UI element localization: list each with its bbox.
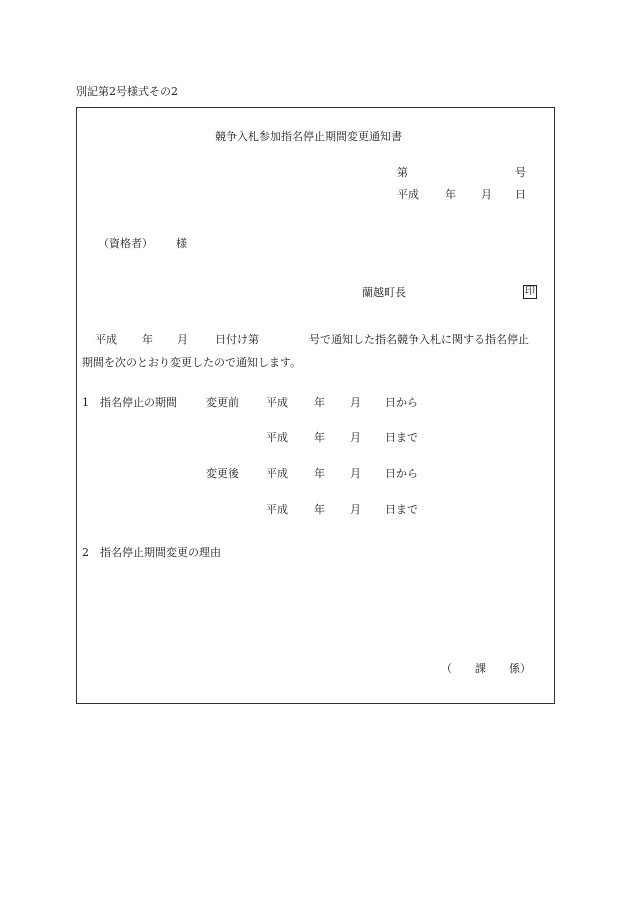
section1-number: 1 (82, 396, 89, 409)
issuer-name: 蘭越町長 (362, 286, 406, 299)
date-year: 年 (445, 188, 456, 201)
period-day: 日まで (385, 431, 418, 444)
period-era: 平成 (266, 431, 288, 444)
footer-open-paren: （ (441, 662, 452, 675)
period-era: 平成 (266, 396, 288, 409)
date-day: 日 (515, 188, 526, 201)
footer-ka: 課 (475, 662, 486, 675)
section1-label: 指名停止の期間 (100, 396, 177, 409)
body-line1-rest: 号で通知した指名競争入札に関する指名停止 (309, 333, 529, 346)
body-day-ref: 日付け第 (215, 333, 259, 346)
date-era: 平成 (397, 188, 419, 201)
period-day: 日まで (385, 503, 418, 516)
number-suffix: 号 (515, 166, 526, 179)
body-month: 月 (177, 333, 188, 346)
period-year: 年 (314, 503, 325, 516)
period-year: 年 (314, 431, 325, 444)
section1-after: 変更後 (206, 467, 239, 480)
section2-number: 2 (82, 546, 89, 559)
addressee-honorific: 様 (176, 237, 187, 250)
period-month: 月 (350, 431, 361, 444)
footer-kakari: 係） (509, 662, 531, 675)
section2-label: 指名停止期間変更の理由 (100, 546, 221, 559)
body-era: 平成 (95, 333, 117, 346)
period-day: 日から (385, 467, 418, 480)
period-year: 年 (314, 467, 325, 480)
period-year: 年 (314, 396, 325, 409)
body-line2: 期間を次のとおり変更したので通知します。 (82, 356, 302, 369)
document-title: 競争入札参加指名停止期間変更通知書 (215, 130, 402, 143)
period-day: 日から (385, 396, 418, 409)
period-month: 月 (350, 467, 361, 480)
seal-mark: 印 (525, 286, 535, 297)
body-year: 年 (142, 333, 153, 346)
section1-before: 変更前 (206, 396, 239, 409)
addressee-label: （資格者） (98, 237, 153, 250)
period-era: 平成 (266, 467, 288, 480)
period-month: 月 (350, 396, 361, 409)
date-month: 月 (481, 188, 492, 201)
form-id: 別記第2号様式その2 (76, 85, 178, 98)
number-prefix: 第 (397, 166, 408, 179)
period-era: 平成 (266, 503, 288, 516)
period-month: 月 (350, 503, 361, 516)
